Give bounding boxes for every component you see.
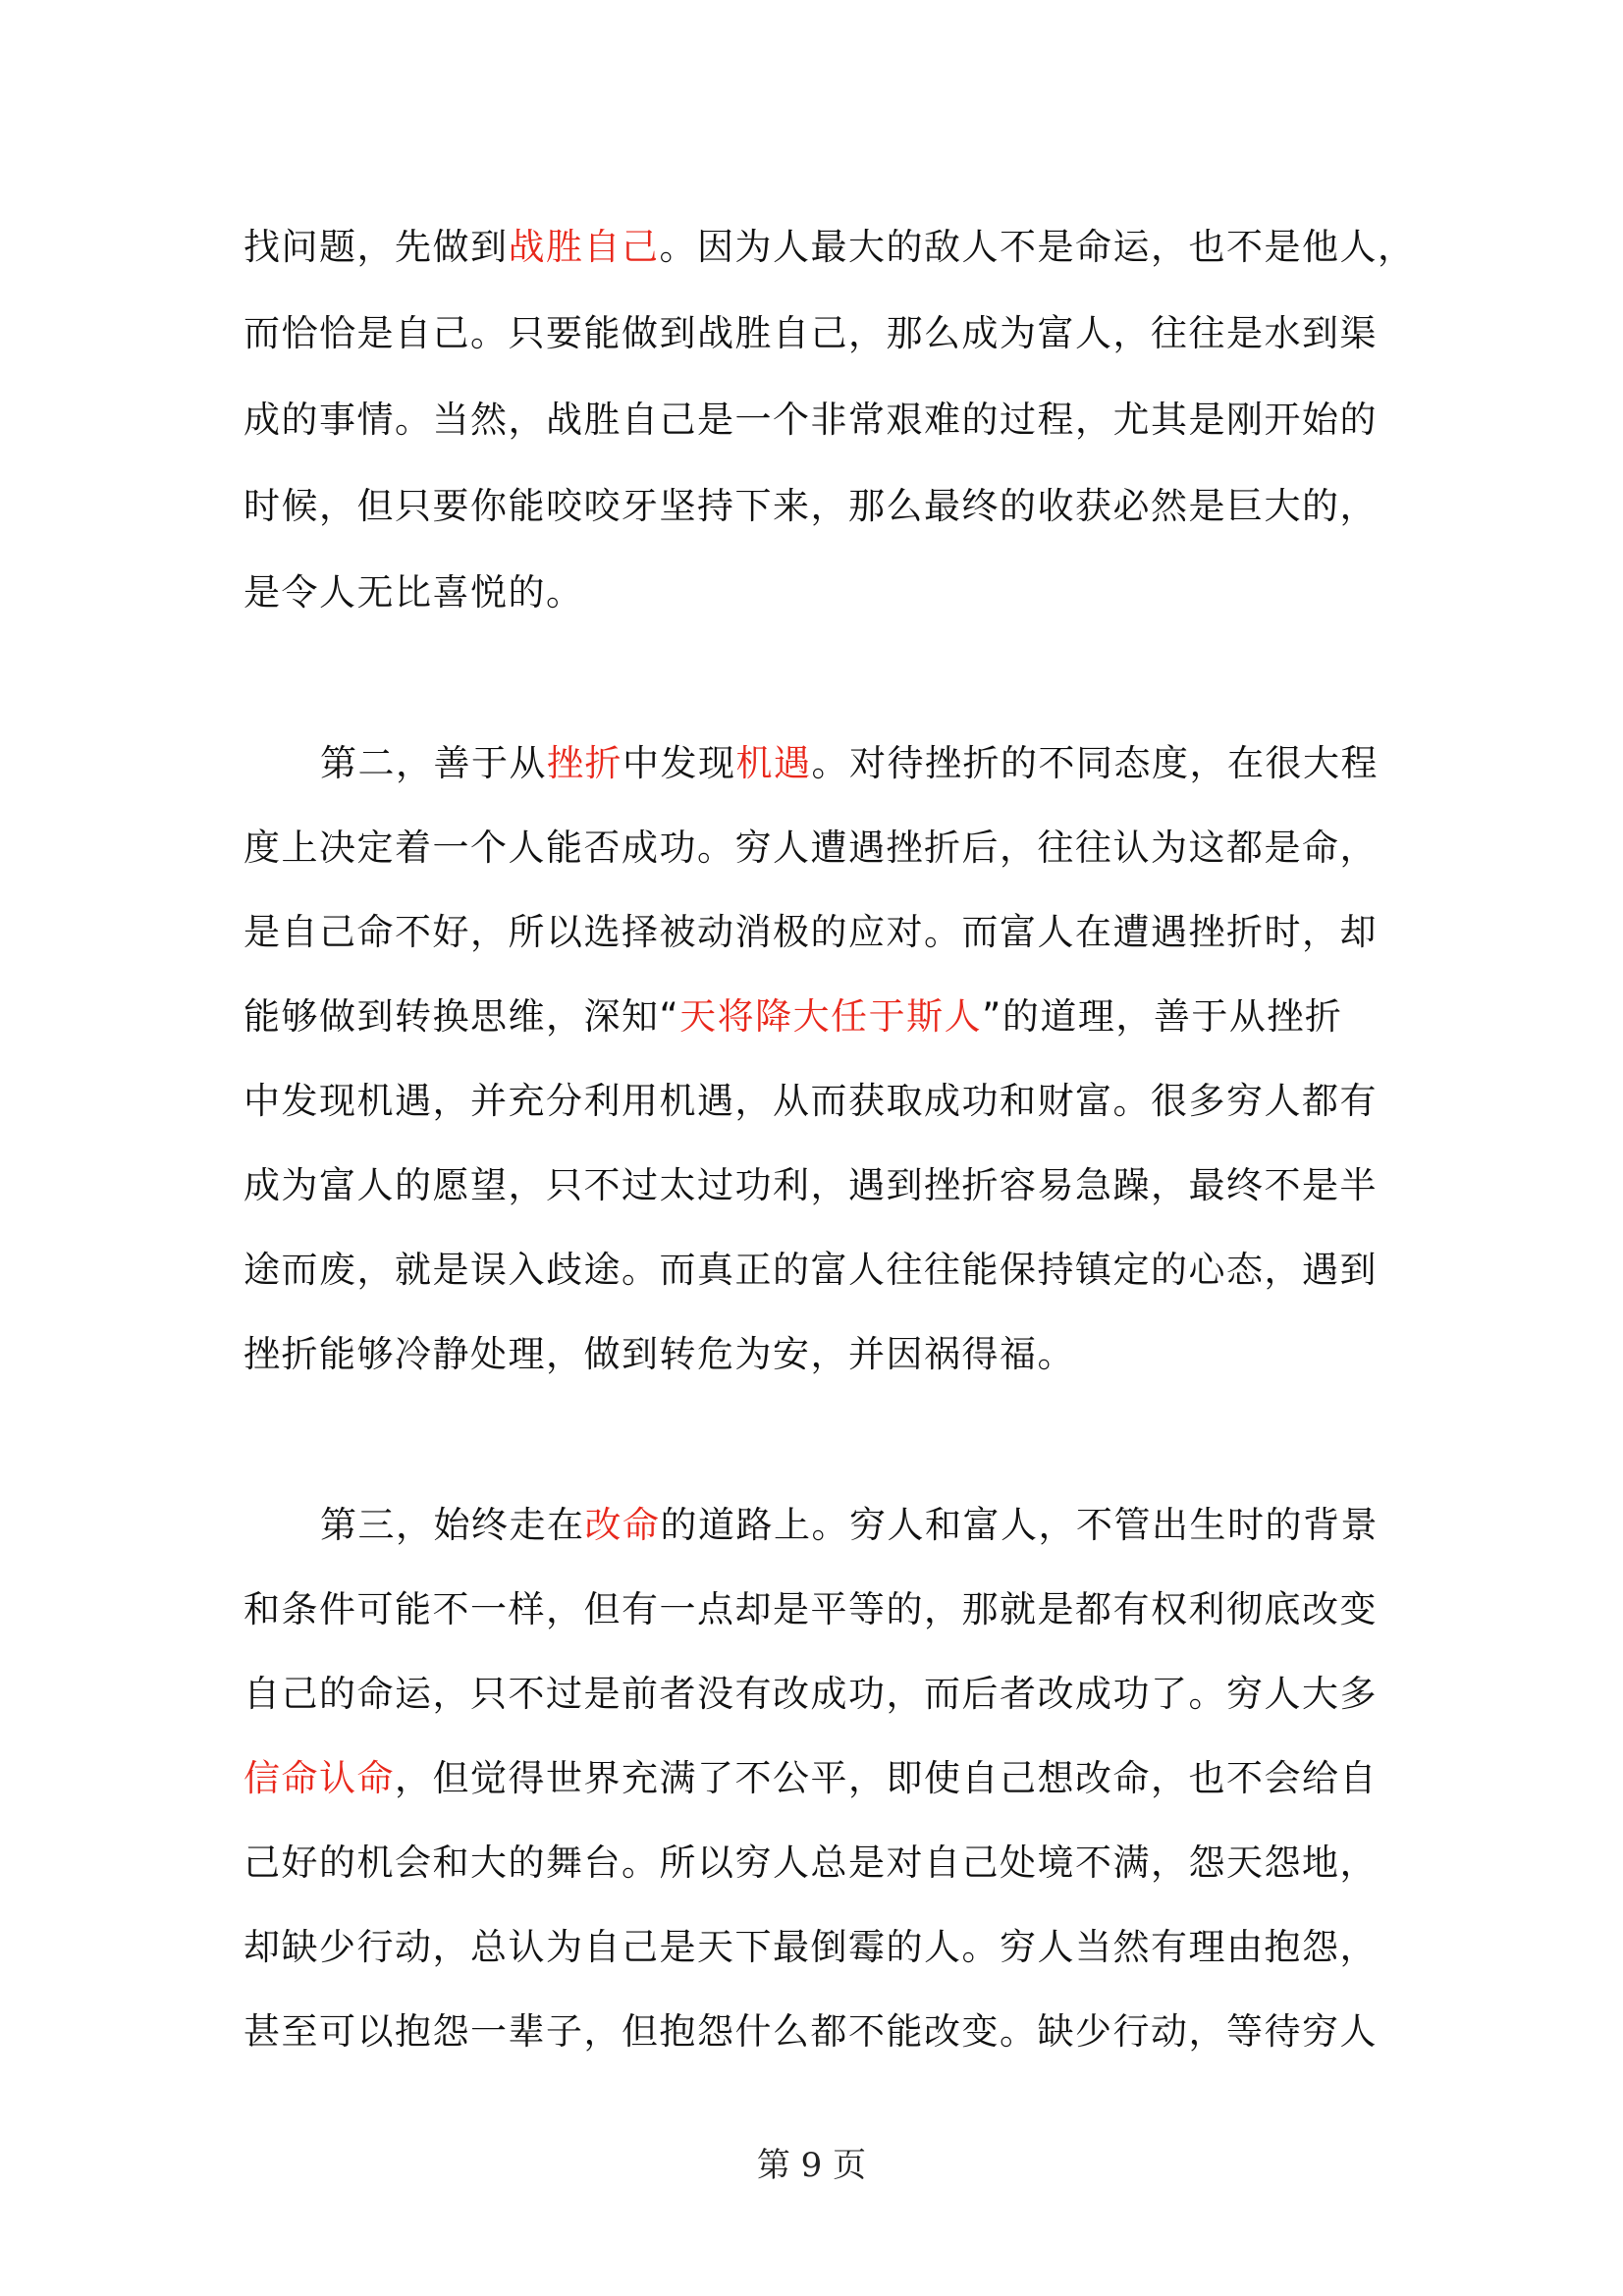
page-number: 第 9 页 bbox=[756, 2146, 867, 2185]
paragraph-2-line-2 bbox=[243, 827, 1378, 870]
text-span: 成的事情。当然，战胜自己是一个非常艰难的过程，尤其是刚开始的 bbox=[243, 399, 1378, 441]
highlighted-phrase: 改命 bbox=[584, 1504, 661, 1546]
highlighted-phrase: 天将降大任于斯人 bbox=[679, 995, 983, 1038]
paragraph-1-line-1 bbox=[243, 226, 1416, 269]
paragraph-1-line-4 bbox=[243, 485, 1378, 528]
text-span: 挫折能够冷静处理，做到转危为安，并因祸得福。 bbox=[243, 1333, 1075, 1375]
paragraph-1-line-2 bbox=[243, 312, 1378, 355]
text-span: 能够做到转换思维，深知“ bbox=[243, 995, 680, 1038]
text-span: 中发现 bbox=[622, 742, 736, 784]
text-span: 找问题，先做到 bbox=[243, 226, 509, 268]
paragraph-3-line-4 bbox=[243, 1757, 1378, 1800]
highlighted-phrase: 机遇 bbox=[735, 742, 812, 784]
text-span: ，但觉得世界充满了不公平，即使自己想改命，也不会给自 bbox=[395, 1757, 1378, 1799]
text-span: 途而废，就是误入歧途。而真正的富人往往能保持镇定的心态，遇到 bbox=[243, 1249, 1378, 1291]
paragraph-3-line-7 bbox=[243, 2010, 1378, 2054]
text-span: 是令人无比喜悦的。 bbox=[243, 571, 584, 614]
text-span: 己好的机会和大的舞台。所以穷人总是对自己处境不满，怨天怨地， bbox=[243, 1842, 1378, 1884]
text-span: 第三，始终走在 bbox=[320, 1504, 585, 1546]
text-span: 却缺少行动，总认为自己是天下最倒霉的人。穷人当然有理由抱怨， bbox=[243, 1926, 1378, 1968]
paragraph-3-line-6 bbox=[243, 1926, 1378, 1969]
paragraph-2-line-5 bbox=[243, 1080, 1378, 1123]
paragraph-3-line-3 bbox=[243, 1673, 1378, 1716]
text-span: 。对待挫折的不同态度，在很大程 bbox=[811, 742, 1379, 784]
paragraph-2-line-1 bbox=[320, 742, 1379, 785]
text-span: 成为富人的愿望，只不过太过功利，遇到挫折容易急躁，最终不是半 bbox=[243, 1164, 1378, 1206]
paragraph-2-line-6 bbox=[243, 1164, 1378, 1207]
highlighted-phrase: 挫折 bbox=[547, 742, 622, 784]
text-span: 时候，但只要你能咬咬牙坚持下来，那么最终的收获必然是巨大的， bbox=[243, 485, 1378, 527]
text-span: 甚至可以抱怨一辈子，但抱怨什么都不能改变。缺少行动，等待穷人 bbox=[243, 2010, 1378, 2053]
paragraph-2-line-8 bbox=[243, 1333, 1075, 1376]
text-span: 第二，善于从 bbox=[320, 742, 547, 784]
text-span: 的道路上。穷人和富人，不管出生时的背景 bbox=[660, 1504, 1379, 1546]
paragraph-3-line-5 bbox=[243, 1842, 1378, 1885]
highlighted-phrase: 信命认命 bbox=[243, 1757, 395, 1799]
text-span: 。因为人最大的敌人不是命运，也不是他人， bbox=[659, 226, 1416, 268]
text-span: ”的道理，善于从挫折 bbox=[982, 995, 1343, 1038]
text-span: 度上决定着一个人能否成功。穷人遭遇挫折后，往往认为这都是命， bbox=[243, 827, 1378, 869]
text-span: 和条件可能不一样，但有一点却是平等的，那就是都有权利彻底改变 bbox=[243, 1588, 1378, 1630]
highlighted-phrase: 战胜自己 bbox=[508, 226, 660, 268]
paragraph-2-line-7 bbox=[243, 1249, 1378, 1292]
text-span: 中发现机遇，并充分利用机遇，从而获取成功和财富。很多穷人都有 bbox=[243, 1080, 1378, 1122]
paragraph-2-line-3 bbox=[243, 911, 1378, 954]
paragraph-1-line-3 bbox=[243, 399, 1378, 442]
paragraph-1-line-5 bbox=[243, 571, 584, 614]
text-span: 自己的命运，只不过是前者没有改成功，而后者改成功了。穷人大多 bbox=[243, 1673, 1378, 1715]
text-span: 而恰恰是自己。只要能做到战胜自己，那么成为富人，往往是水到渠 bbox=[243, 312, 1378, 354]
paragraph-3-line-1 bbox=[320, 1504, 1379, 1547]
paragraph-2-line-4 bbox=[243, 995, 1342, 1039]
paragraph-3-line-2 bbox=[243, 1588, 1378, 1631]
text-span: 是自己命不好，所以选择被动消极的应对。而富人在遭遇挫折时，却 bbox=[243, 911, 1378, 953]
